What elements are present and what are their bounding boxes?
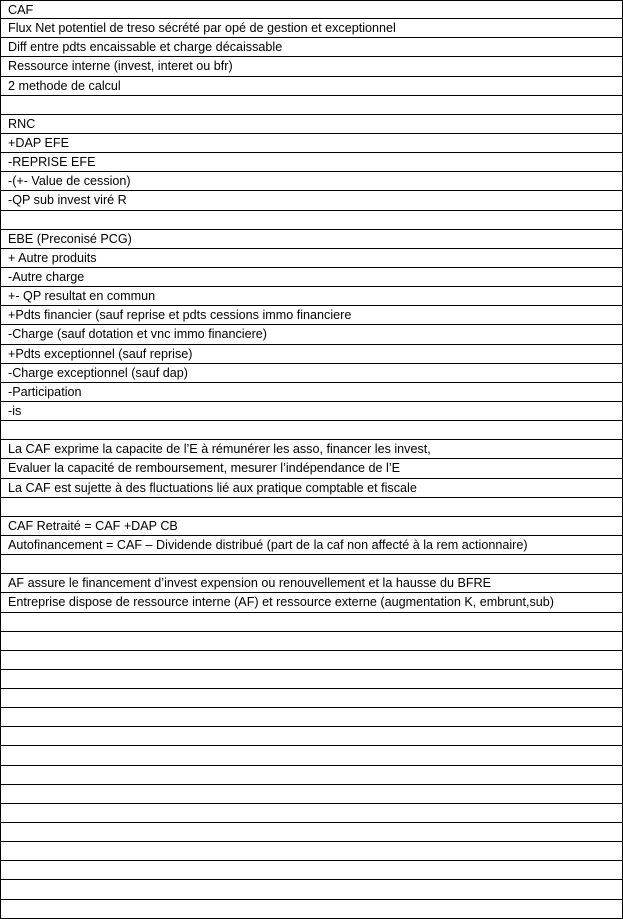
sheet-row[interactable] [0,498,623,517]
sheet-row[interactable] [0,880,623,899]
sheet-row[interactable] [0,823,623,842]
sheet-row[interactable] [0,211,623,230]
sheet-row[interactable]: EBE (Preconisé PCG) [0,230,623,249]
sheet-row[interactable] [0,96,623,115]
sheet-row[interactable]: Autofinancement = CAF – Dividende distribué (part de la caf non affecté à la rem actionnaire) [0,536,623,555]
sheet-row[interactable] [0,861,623,880]
sheet-row[interactable] [0,804,623,823]
sheet-row[interactable]: 2 methode de calcul [0,77,623,96]
sheet-row[interactable] [0,689,623,708]
sheet-row[interactable] [0,670,623,689]
sheet-row[interactable]: Entreprise dispose de ressource interne (AF) et ressource externe (augmentation K, embrunt,sub) [0,593,623,612]
sheet-row[interactable] [0,785,623,804]
sheet-row[interactable]: CAF [0,0,623,19]
sheet-row[interactable]: Diff entre pdts encaissable et charge décaissable [0,38,623,57]
sheet-row[interactable] [0,842,623,861]
sheet-row[interactable]: La CAF est sujette à des fluctuations lié aux pratique comptable et fiscale [0,479,623,498]
sheet-row[interactable]: Evaluer la capacité de remboursement, mesurer l’indépendance de l’E [0,459,623,478]
sheet-row[interactable]: +Pdts exceptionnel (sauf reprise) [0,345,623,364]
sheet-row[interactable]: La CAF exprime la capacite de l’E à rémunérer les asso, financer les invest, [0,440,623,459]
sheet-row[interactable] [0,632,623,651]
sheet-row[interactable] [0,421,623,440]
sheet-row[interactable]: AF assure le financement d’invest expension ou renouvellement et la hausse du BFRE [0,574,623,593]
sheet-row[interactable]: -Participation [0,383,623,402]
sheet-row[interactable]: -QP sub invest viré R [0,191,623,210]
sheet-row[interactable]: +- QP resultat en commun [0,287,623,306]
sheet-row[interactable]: CAF Retraité = CAF +DAP CB [0,517,623,536]
sheet-row[interactable]: -is [0,402,623,421]
sheet-row[interactable]: + Autre produits [0,249,623,268]
sheet-row[interactable] [0,900,623,919]
sheet-row[interactable]: +Pdts financier (sauf reprise et pdts cessions immo financiere [0,306,623,325]
sheet-row[interactable]: -(+- Value de cession) [0,172,623,191]
sheet-row[interactable] [0,708,623,727]
sheet-row[interactable]: RNC [0,115,623,134]
sheet-row[interactable]: +DAP EFE [0,134,623,153]
sheet-row[interactable] [0,746,623,765]
sheet-row[interactable] [0,555,623,574]
sheet-row[interactable] [0,766,623,785]
sheet-row[interactable]: Flux Net potentiel de treso sécrété par opé de gestion et exceptionnel [0,19,623,38]
sheet-row[interactable] [0,651,623,670]
sheet-row[interactable]: Ressource interne (invest, interet ou bfr) [0,57,623,76]
sheet-row[interactable]: -REPRISE EFE [0,153,623,172]
sheet-row[interactable]: -Charge exceptionnel (sauf dap) [0,364,623,383]
sheet-row[interactable] [0,613,623,632]
sheet-row[interactable]: -Autre charge [0,268,623,287]
sheet-row[interactable]: -Charge (sauf dotation et vnc immo financiere) [0,325,623,344]
sheet-row[interactable] [0,727,623,746]
